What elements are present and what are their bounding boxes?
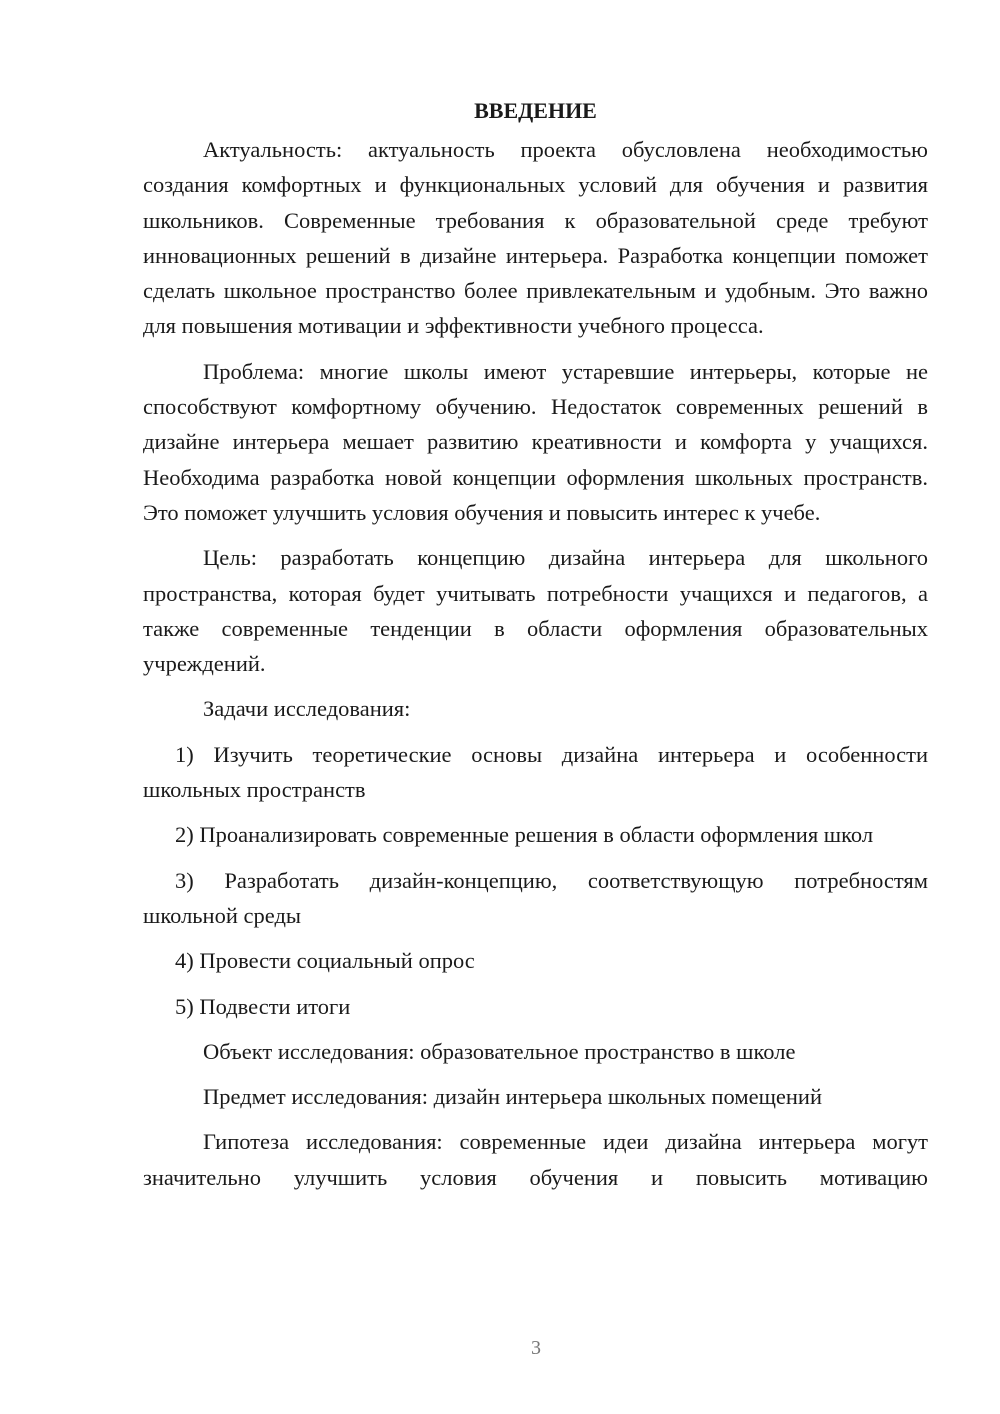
research-subject: Предмет исследования: дизайн интерьера школьных помещений xyxy=(203,1084,823,1110)
task-item-3: 3) Разработать дизайн-концепцию, соответствующую потребностям школьной среды xyxy=(143,867,928,928)
task-item-1: 1) Изучить теоретические основы дизайна интерьера и особенности школьных пространств xyxy=(143,741,928,803)
relevance-paragraph: Актуальность: актуальность проекта обусловлена необходимостью создания комфортных и функциональных условий для обучения и развития школьников. Современные требования к образовательной среде требуют инновационных решений в дизайне интерьера. Разработка концепции поможет сделать школьное пространство более привлекательным и удобным. Это важно для повышения мотивации и эффективности учебного процесса. xyxy=(143,137,928,339)
section-title: ВВЕДЕНИЕ xyxy=(474,98,597,123)
goal-paragraph: Цель: разработать концепцию дизайна интерьера для школьного пространства, которая будет учитывать потребности учащихся и педагогов, а также современные тенденции в области оформления образовательных учреждений. xyxy=(143,545,928,677)
document-page xyxy=(143,96,928,1205)
research-object: Объект исследования: образовательное пространство в школе xyxy=(203,1038,796,1064)
task-item-5: 5) Подвести итоги xyxy=(175,993,351,1019)
problem-paragraph: Проблема: многие школы имеют устаревшие интерьеры, которые не способствуют комфортному обучению. Недостаток современных решений в дизайне интерьера мешает развитию креативности и комфорта у учащихся. Необходима разработка новой концепции оформления школьных пространств. Это поможет улучшить условия обучения и повысить интерес к учебе. xyxy=(143,358,928,525)
task-item-4: 4) Провести социальный опрос xyxy=(175,948,475,974)
research-hypothesis: Гипотеза исследования: современные идеи дизайна интерьера могут значительно улучшить условия обучения и повысить мотивацию xyxy=(143,1129,928,1190)
tasks-heading: Задачи исследования: xyxy=(203,696,411,722)
page-number: 3 xyxy=(531,1337,541,1359)
task-item-2: 2) Проанализировать современные решения в области оформления школ xyxy=(175,822,874,848)
